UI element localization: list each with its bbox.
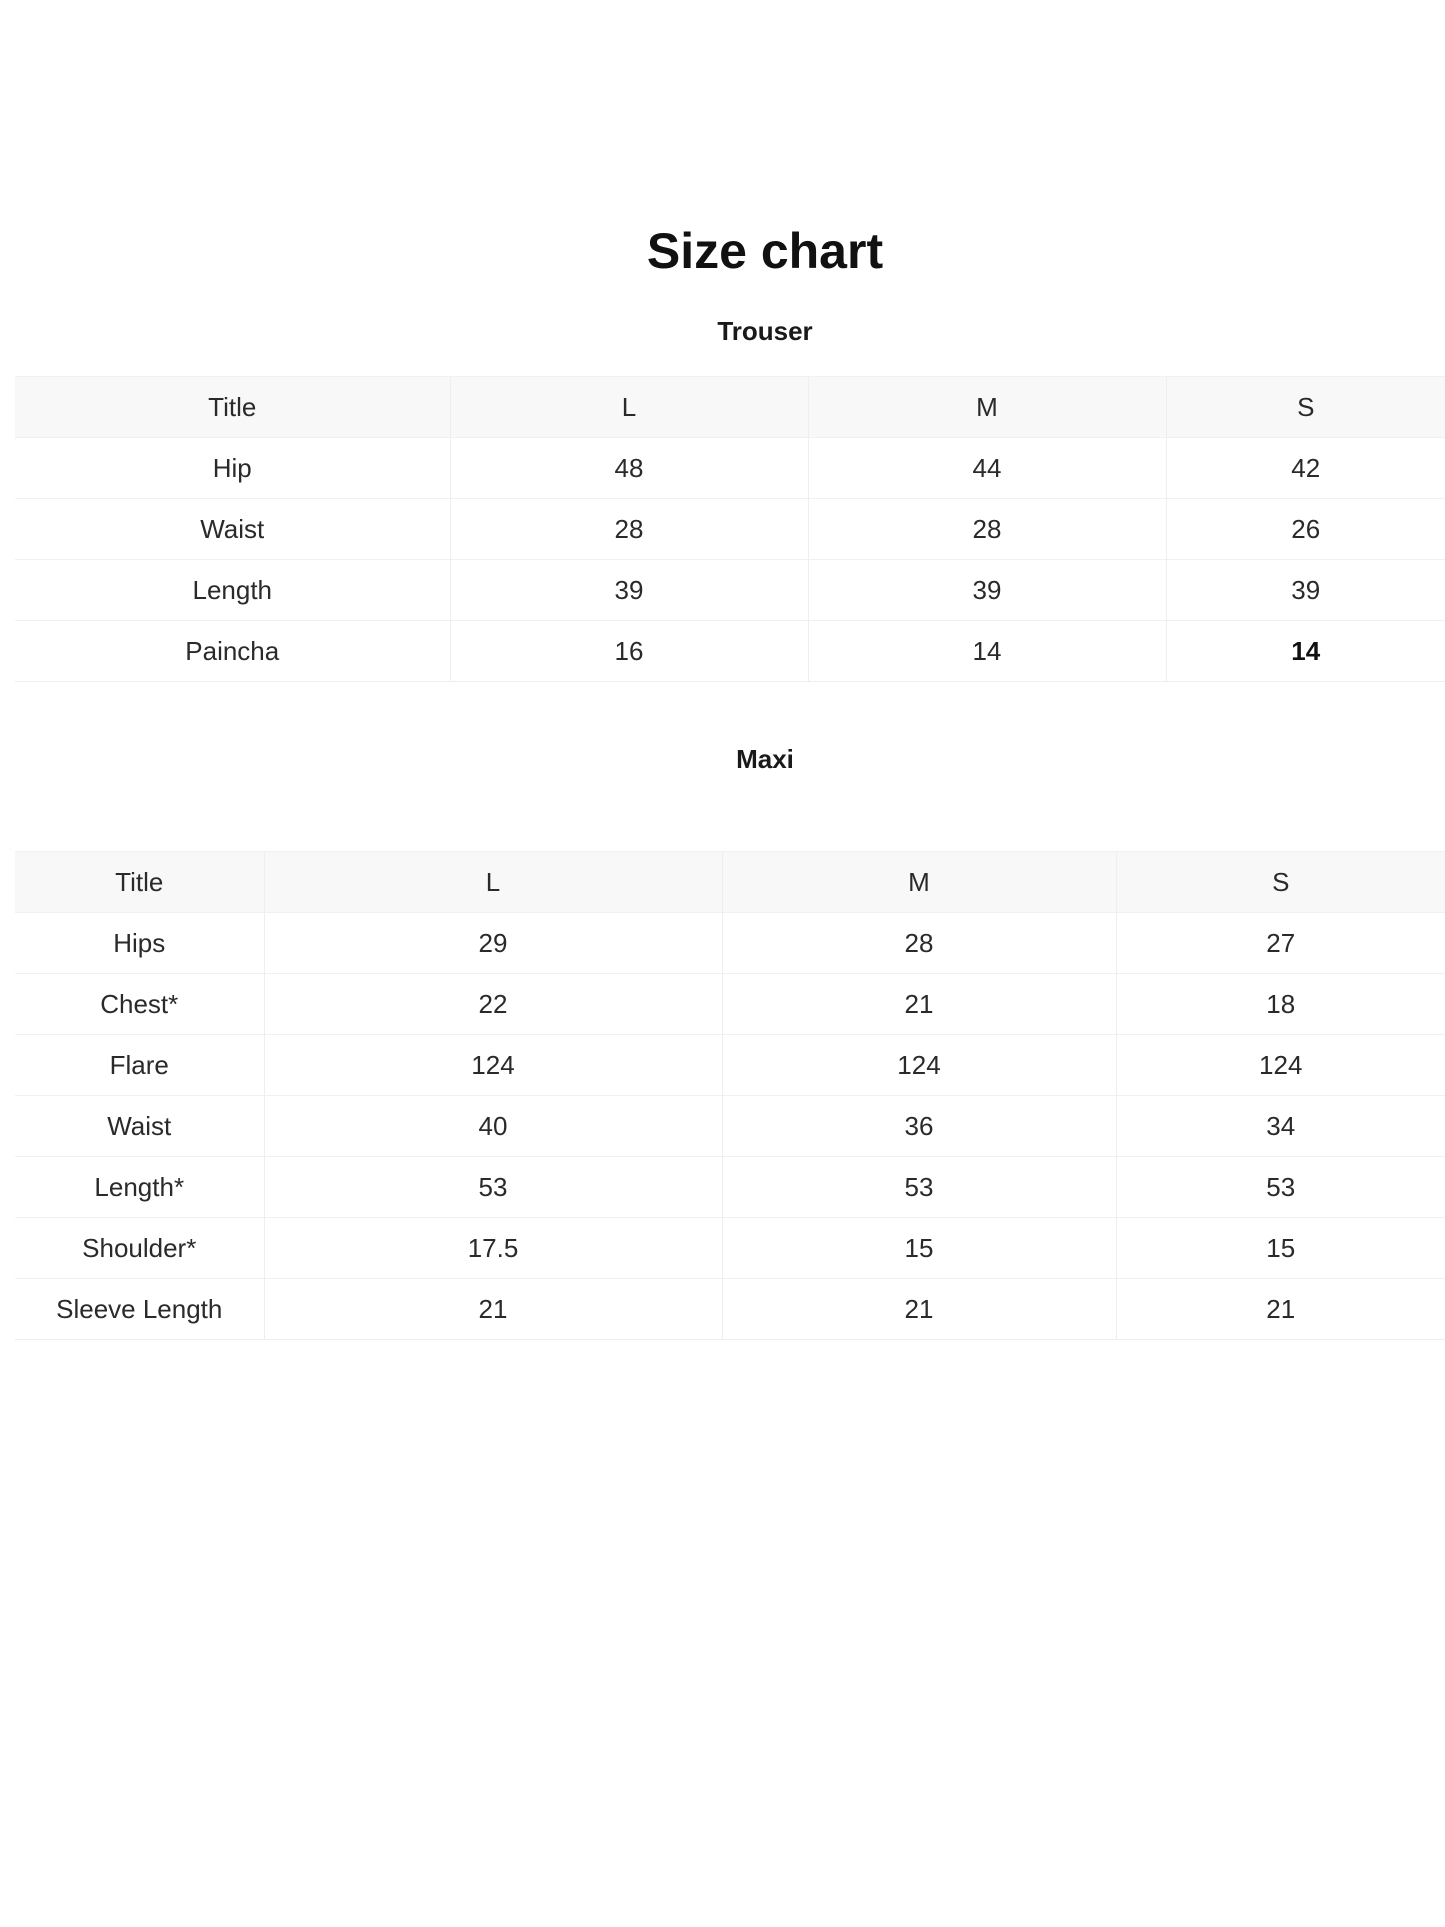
cell-value: 124: [1116, 1035, 1445, 1096]
cell-value: 28: [808, 499, 1166, 560]
cell-value: 28: [722, 913, 1116, 974]
trouser-section-title: Trouser: [717, 316, 813, 346]
cell-value: 48: [450, 438, 808, 499]
table-row: [15, 1096, 1445, 1157]
table-row: [15, 1218, 1445, 1279]
row-label: Sleeve Length: [15, 1279, 264, 1340]
cell-value: 21: [264, 1279, 722, 1340]
cell-value: 14: [1166, 621, 1445, 682]
cell-value: 21: [722, 1279, 1116, 1340]
maxi-section-title: Maxi: [736, 744, 794, 774]
cell-value: 124: [264, 1035, 722, 1096]
cell-value: 16: [450, 621, 808, 682]
cell-value: 21: [1116, 1279, 1445, 1340]
cell-value: 22: [264, 974, 722, 1035]
table-row: [15, 1157, 1445, 1218]
row-label: Waist: [15, 1096, 264, 1157]
header-size-l: L: [450, 377, 808, 438]
row-label: Hips: [15, 913, 264, 974]
cell-value: 34: [1116, 1096, 1445, 1157]
row-label: Chest*: [15, 974, 264, 1035]
table-header-row: [15, 852, 1445, 913]
cell-value: 53: [722, 1157, 1116, 1218]
cell-value: 44: [808, 438, 1166, 499]
cell-value: 53: [264, 1157, 722, 1218]
table-row: [15, 499, 1445, 560]
header-size-m: M: [722, 852, 1116, 913]
row-label: Flare: [15, 1035, 264, 1096]
header-size-s: S: [1166, 377, 1445, 438]
row-label: Shoulder*: [15, 1218, 264, 1279]
table-header-row: [15, 377, 1445, 438]
table-row: [15, 560, 1445, 621]
cell-value: 26: [1166, 499, 1445, 560]
table-row: [15, 621, 1445, 682]
cell-value: 28: [450, 499, 808, 560]
table-row: [15, 974, 1445, 1035]
cell-value: 17.5: [264, 1218, 722, 1279]
cell-value: 39: [1166, 560, 1445, 621]
cell-value: 29: [264, 913, 722, 974]
table-row: [15, 1279, 1445, 1340]
row-label: Hip: [15, 438, 450, 499]
table-row: [15, 438, 1445, 499]
cell-value: 21: [722, 974, 1116, 1035]
page-title: Size chart: [646, 223, 884, 279]
header-size-s: S: [1116, 852, 1445, 913]
cell-value: 40: [264, 1096, 722, 1157]
header-size-m: M: [808, 377, 1166, 438]
cell-value: 124: [722, 1035, 1116, 1096]
table-row: [15, 1035, 1445, 1096]
row-label: Paincha: [15, 621, 450, 682]
row-label: Length*: [15, 1157, 264, 1218]
cell-value: 15: [1116, 1218, 1445, 1279]
cell-value: 53: [1116, 1157, 1445, 1218]
cell-value: 18: [1116, 974, 1445, 1035]
maxi-size-table: [15, 851, 1445, 1340]
trouser-size-table: [15, 376, 1445, 682]
row-label: Waist: [15, 499, 450, 560]
cell-value: 36: [722, 1096, 1116, 1157]
header-title: Title: [15, 852, 264, 913]
cell-value: 42: [1166, 438, 1445, 499]
cell-value: 14: [808, 621, 1166, 682]
cell-value: 39: [808, 560, 1166, 621]
table-row: [15, 913, 1445, 974]
cell-value: 27: [1116, 913, 1445, 974]
cell-value: 15: [722, 1218, 1116, 1279]
header-title: Title: [15, 377, 450, 438]
cell-value: 39: [450, 560, 808, 621]
row-label: Length: [15, 560, 450, 621]
header-size-l: L: [264, 852, 722, 913]
